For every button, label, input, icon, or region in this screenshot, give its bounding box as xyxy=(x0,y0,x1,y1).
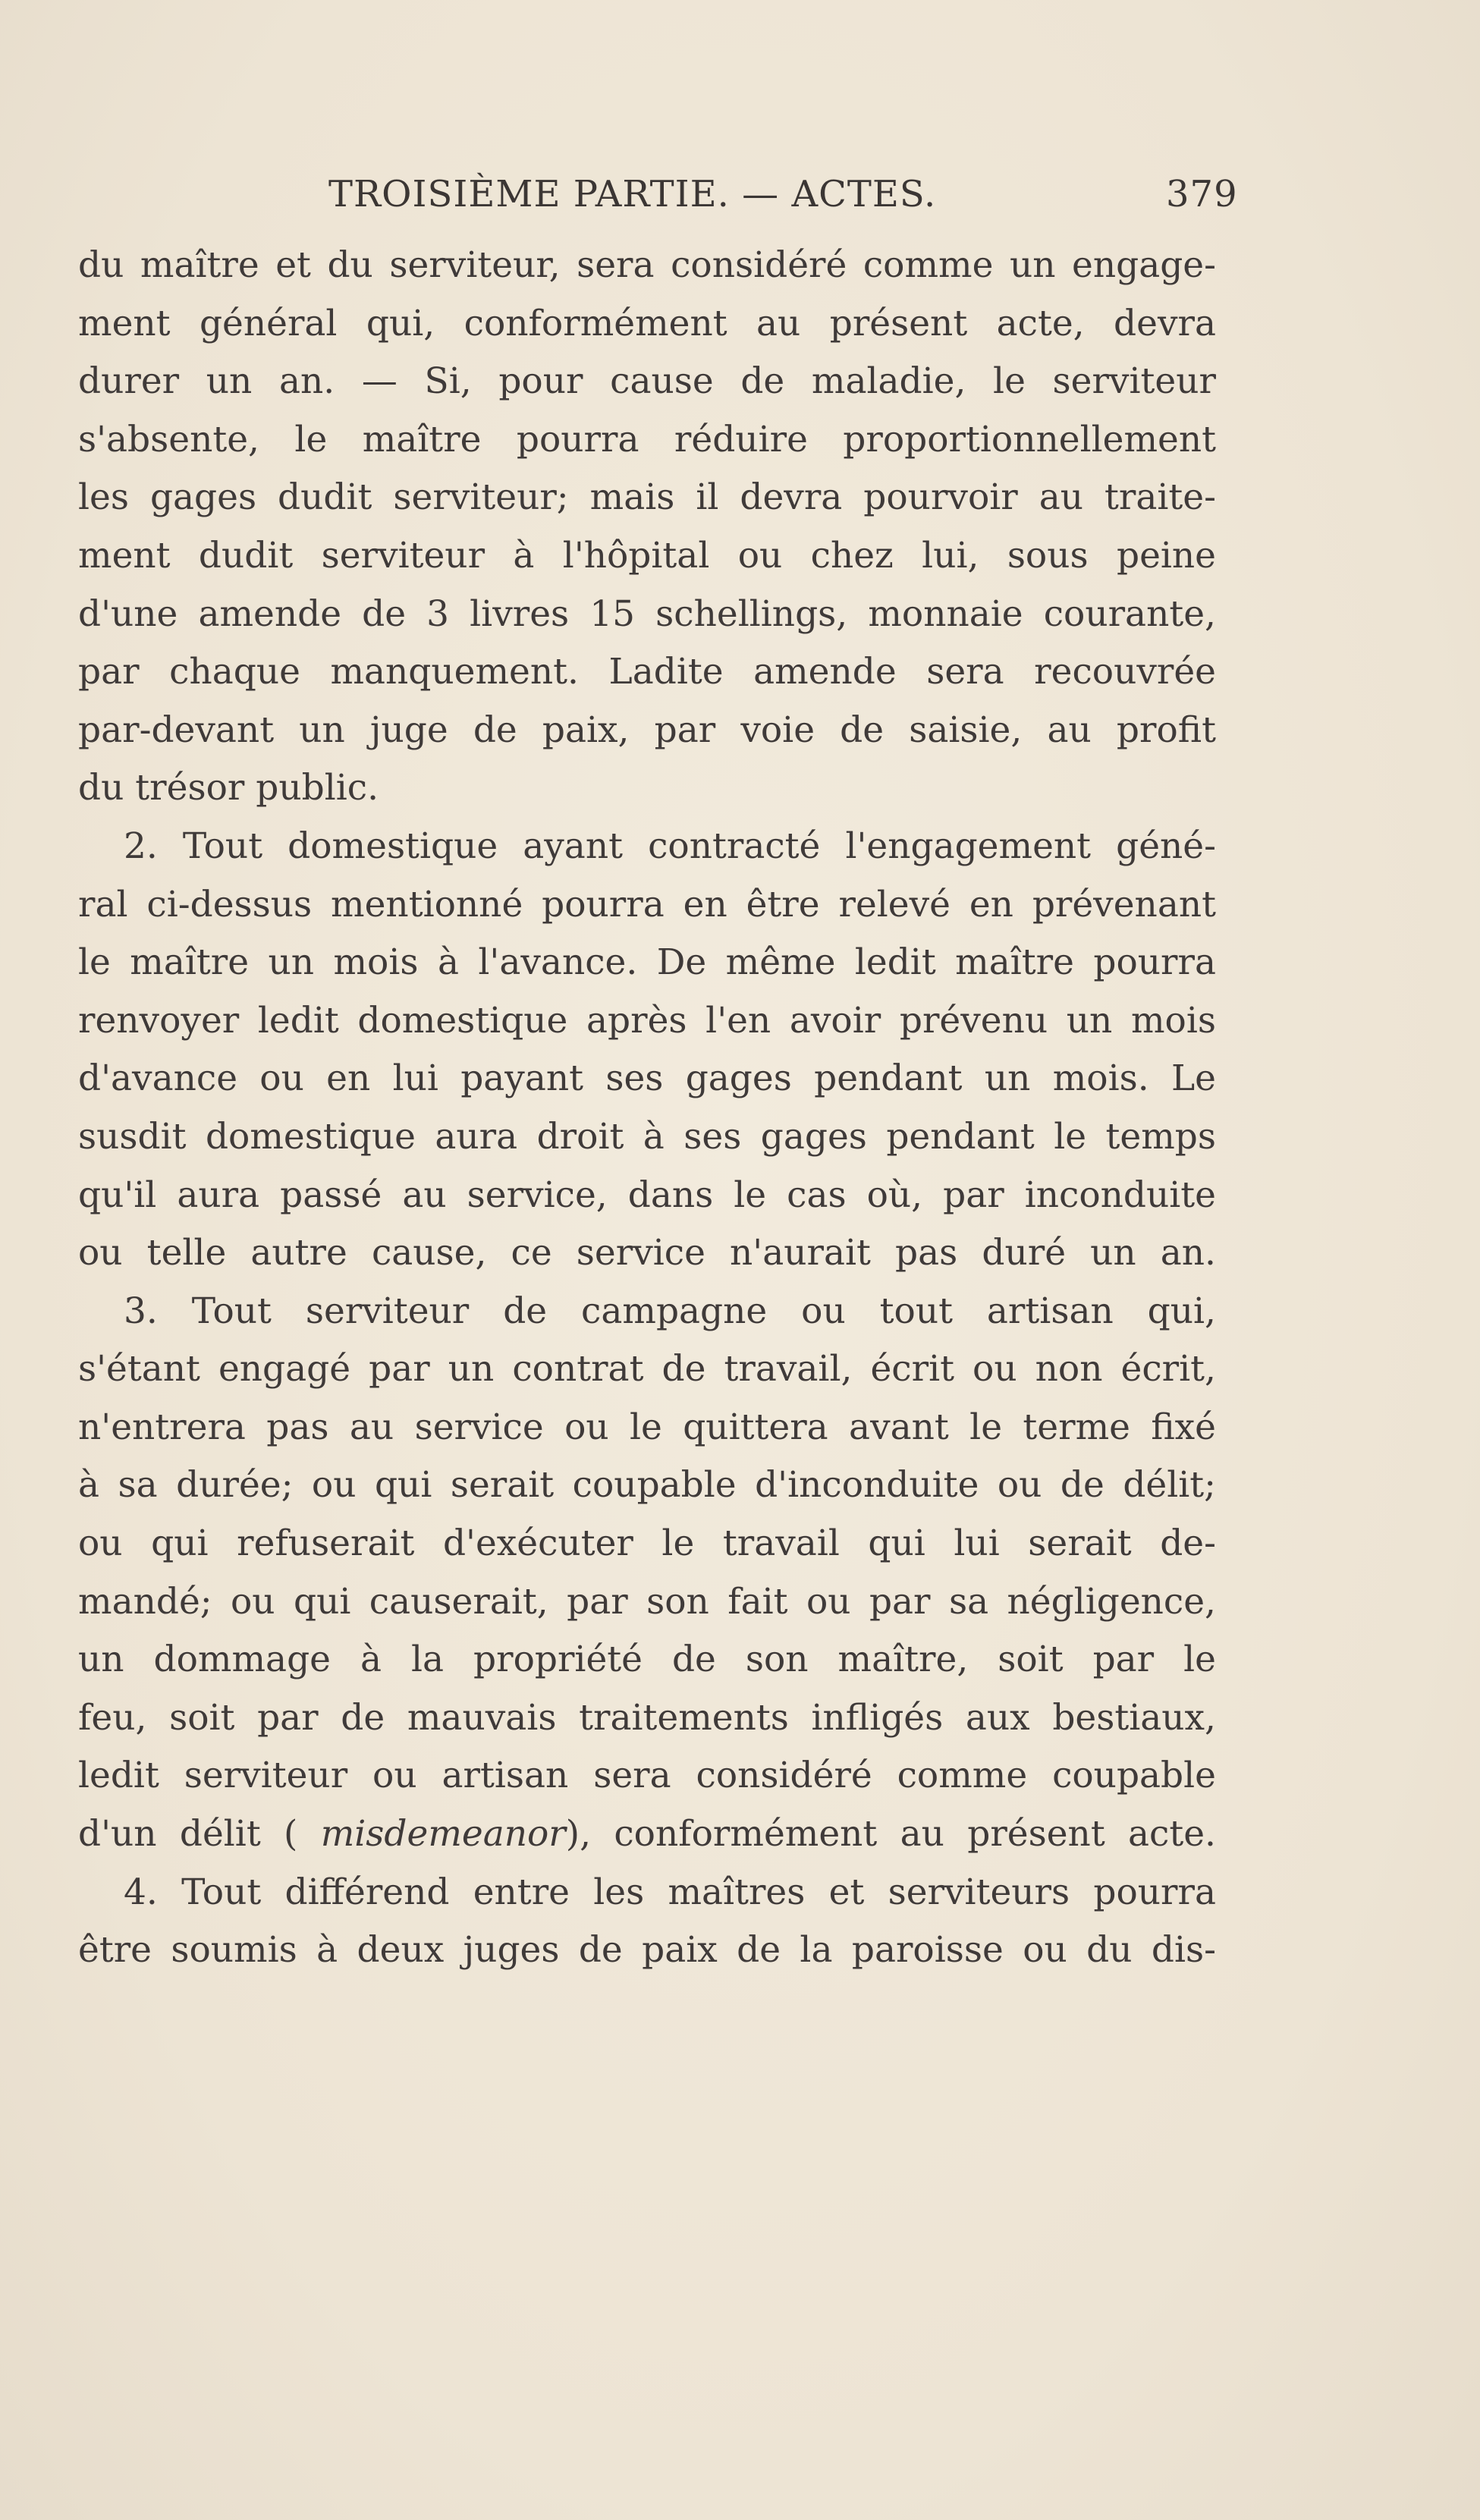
text-line-with-italic xyxy=(78,1805,1216,1864)
text-line: le maître un mois à l'avance. De même ledit maître pourra xyxy=(78,941,1216,984)
text-line: ment général qui, conformément au présent acte, devra xyxy=(78,302,1216,344)
text-line: les gages dudit serviteur; mais il devra pourvoir au traite- xyxy=(78,476,1216,519)
text-line: 2. Tout domestique ayant contracté l'engagement géné- xyxy=(124,825,1216,867)
text-line: 4. Tout différend entre les maîtres et serviteurs pourra xyxy=(124,1871,1216,1913)
body-text xyxy=(78,237,1216,1980)
text-line: ou qui refuserait d'exécuter le travail qui lui serait de- xyxy=(78,1522,1216,1565)
text-fragment: ), conformément au présent acte. xyxy=(565,1813,1216,1855)
text-line: du trésor public. xyxy=(78,767,379,809)
text-line: du maître et du serviteur, sera considéré comme un engage- xyxy=(78,244,1216,286)
running-head xyxy=(76,173,1238,234)
page-number: 379 xyxy=(1166,173,1238,215)
text-line: d'une amende de 3 livres 15 schellings, monnaie courante, xyxy=(78,592,1216,635)
text-line: mandé; ou qui causerait, par son fait ou par sa négligence, xyxy=(78,1580,1216,1623)
text-line: s'absente, le maître pourra réduire proportionnellement xyxy=(78,418,1216,460)
text-line: qu'il aura passé au service, dans le cas où, par inconduite xyxy=(78,1174,1216,1216)
running-title: TROISIÈME PARTIE. — ACTES. xyxy=(328,173,937,215)
text-line: d'avance ou en lui payant ses gages pendant un mois. Le xyxy=(78,1057,1216,1100)
text-line: ledit serviteur ou artisan sera considéré comme coupable xyxy=(78,1755,1216,1797)
text-line: s'étant engagé par un contrat de travail, écrit ou non écrit, xyxy=(78,1348,1216,1390)
text-line: ment dudit serviteur à l'hôpital ou chez lui, sous peine xyxy=(78,534,1216,577)
italic-term: misdemeanor xyxy=(320,1813,566,1855)
text-line: par chaque manquement. Ladite amende sera recouvrée xyxy=(78,651,1216,693)
text-line: n'entrera pas au service ou le quittera avant le terme fixé xyxy=(78,1406,1216,1448)
text-line: par-devant un juge de paix, par voie de saisie, au profit xyxy=(78,709,1216,751)
text-line: un dommage à la propriété de son maître, soit par le xyxy=(78,1639,1216,1681)
text-line: 3. Tout serviteur de campagne ou tout artisan qui, xyxy=(124,1290,1216,1332)
text-line: susdit domestique aura droit à ses gages pendant le temps xyxy=(78,1115,1216,1158)
text-line: durer un an. — Si, pour cause de maladie, le serviteur xyxy=(78,360,1216,403)
text-line: feu, soit par de mauvais traitements infligés aux bestiaux, xyxy=(78,1696,1216,1739)
text-line: renvoyer ledit domestique après l'en avoir prévenu un mois xyxy=(78,999,1216,1042)
text-line: ral ci-dessus mentionné pourra en être relevé en prévenant xyxy=(78,883,1216,925)
text-line: à sa durée; ou qui serait coupable d'inconduite ou de délit; xyxy=(78,1464,1216,1507)
text-fragment: d'un délit ( xyxy=(78,1813,298,1855)
text-line: être soumis à deux juges de paix de la paroisse ou du dis- xyxy=(78,1929,1216,1972)
text-line: ou telle autre cause, ce service n'aurait pas duré un an. xyxy=(78,1232,1216,1274)
